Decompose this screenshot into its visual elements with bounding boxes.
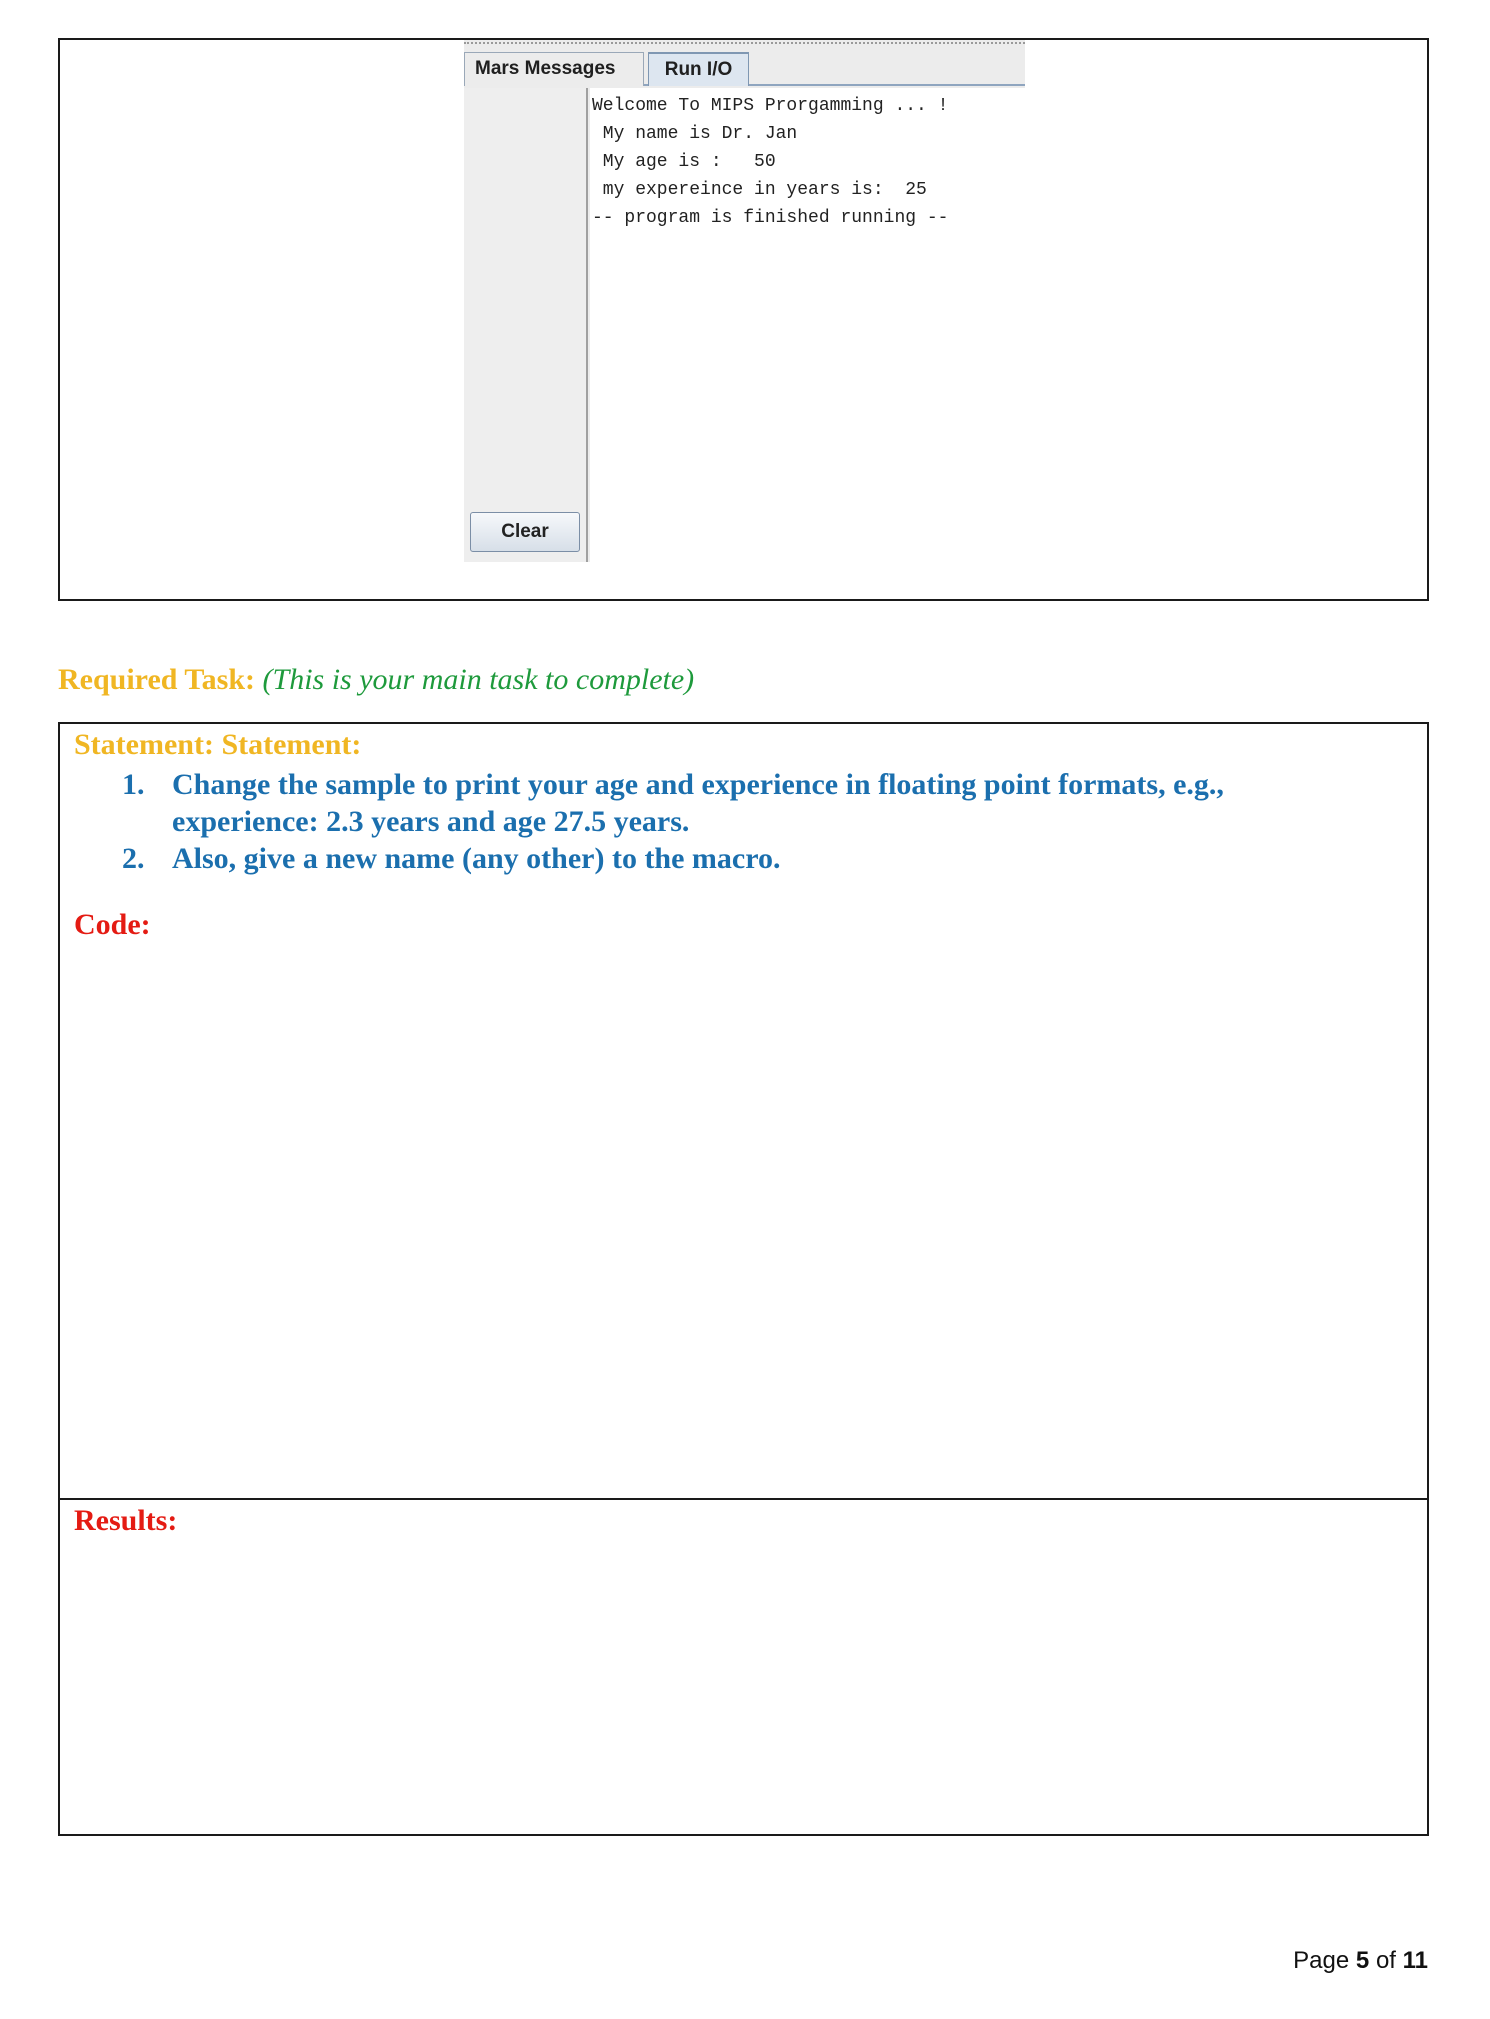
page-footer xyxy=(1293,1947,1428,1975)
console-line: My name is Dr. Jan xyxy=(592,124,798,144)
task-item xyxy=(60,766,1420,840)
footer-prefix: Page xyxy=(1293,1947,1350,1974)
task-list xyxy=(60,766,1420,877)
screenshot-frame xyxy=(58,38,1429,601)
run-io-console[interactable] xyxy=(590,88,1025,562)
footer-current-page: 5 xyxy=(1355,1947,1370,1974)
task-box xyxy=(58,722,1429,1500)
task-item xyxy=(60,840,1420,877)
required-task-label: Required Task: xyxy=(58,663,256,696)
console-left-pane xyxy=(464,88,588,562)
footer-of: of xyxy=(1375,1947,1396,1974)
code-label: Code: xyxy=(74,908,151,941)
panel-drag-divider[interactable] xyxy=(464,42,1025,44)
console-line: Welcome To MIPS Prorgamming ... ! xyxy=(592,96,949,116)
results-box xyxy=(58,1498,1429,1836)
task-number: 1. xyxy=(122,768,145,801)
required-task-heading xyxy=(58,663,694,697)
results-label: Results: xyxy=(74,1504,178,1537)
statement-title: Statement: Statement: xyxy=(74,728,362,761)
footer-total-pages: 11 xyxy=(1402,1947,1428,1974)
task-number: 2. xyxy=(122,842,145,875)
console-line: -- program is finished running -- xyxy=(592,208,949,228)
clear-button[interactable]: Clear xyxy=(470,512,580,552)
console-line: My age is : 50 xyxy=(592,152,776,172)
mars-io-panel xyxy=(464,40,1025,562)
task-text: Change the sample to print your age and experience in floating point formats, e.g., experience: 2.3 years and age 27.5 years. xyxy=(172,768,1224,838)
task-text: Also, give a new name (any other) to the macro. xyxy=(172,842,781,875)
tab-strip xyxy=(464,48,1025,86)
tab-mars-messages[interactable]: Mars Messages xyxy=(464,52,644,86)
console-line: my expereince in years is: 25 xyxy=(592,180,927,200)
required-task-note: (This is your main task to complete) xyxy=(262,663,695,696)
tab-run-io[interactable]: Run I/O xyxy=(648,52,749,86)
